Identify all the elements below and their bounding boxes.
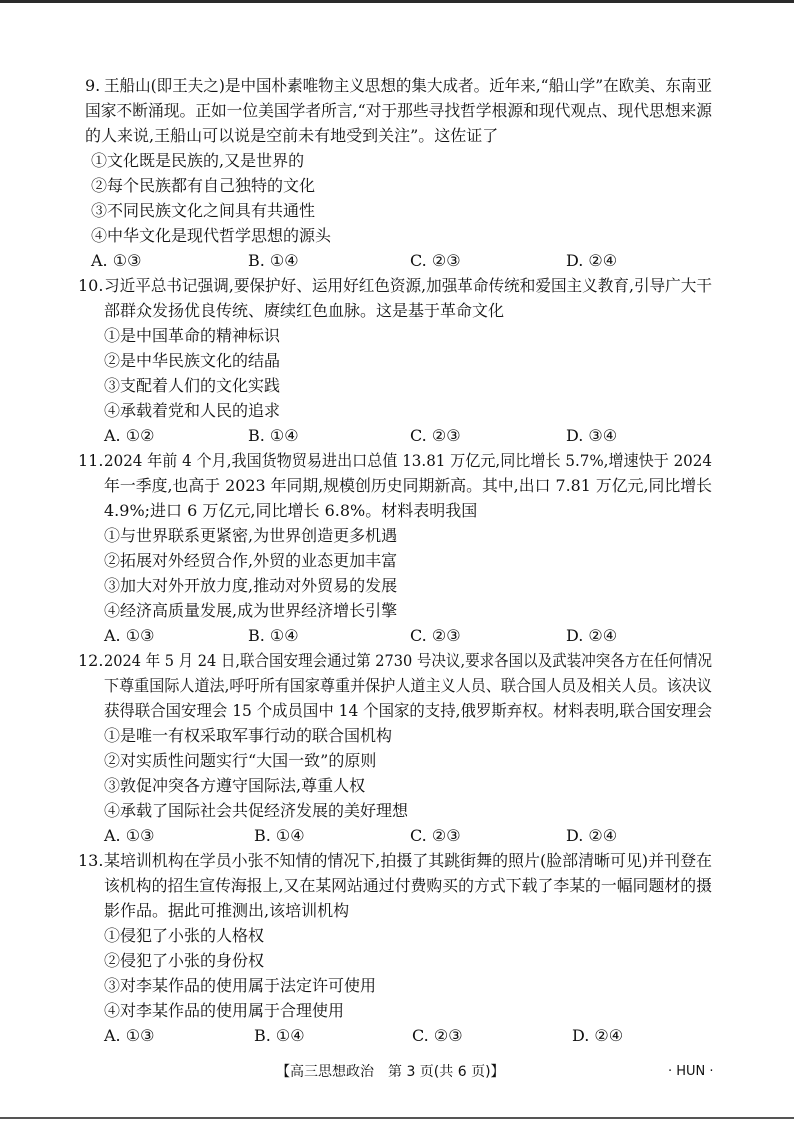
statement: ①与世界联系更紧密,为世界创造更多机遇 xyxy=(104,526,398,545)
option-a[interactable]: A. ①③ xyxy=(104,626,155,645)
option-c[interactable]: C. ②③ xyxy=(410,426,461,445)
option-d[interactable]: D. ②④ xyxy=(566,826,618,845)
option-b[interactable]: B. ①④ xyxy=(254,1026,305,1045)
question-stem-line: 的人来说,王船山可以说是空前未有地受到关注”。这佐证了 xyxy=(85,126,499,145)
question-number: 11. xyxy=(78,451,104,470)
option-c[interactable]: C. ②③ xyxy=(410,626,461,645)
statement: ④中华文化是现代哲学思想的源头 xyxy=(91,226,332,245)
statement: ③支配着人们的文化实践 xyxy=(104,376,281,395)
statement: ①文化既是民族的,又是世界的 xyxy=(91,151,305,170)
option-c[interactable]: C. ②③ xyxy=(410,826,461,845)
option-c[interactable]: C. ②③ xyxy=(410,251,461,270)
statement: ③敦促冲突各方遵守国际法,尊重人权 xyxy=(104,776,366,795)
statement: ①侵犯了小张的人格权 xyxy=(104,926,265,945)
statement: ④承载了国际社会共促经济发展的美好理想 xyxy=(104,801,409,820)
page-footer-label: 【高三思想政治 第 3 页(共 6 页)】 xyxy=(276,1064,505,1080)
option-b[interactable]: B. ①④ xyxy=(248,626,299,645)
statement: ④经济高质量发展,成为世界经济增长引擎 xyxy=(104,601,398,620)
option-d[interactable]: D. ②④ xyxy=(572,1026,624,1045)
question-stem-line: 下尊重国际人道法,呼吁所有国家尊重并保护人道主义人员、联合国人员及相关人员。该决议 xyxy=(104,676,713,695)
question-number: 10. xyxy=(78,276,104,295)
question-stem-line: 年一季度,也高于 2023 年同期,规模创历史同期新高。其中,出口 7.81 万亿元,同比增长 xyxy=(104,476,713,495)
statement: ②每个民族都有自己独特的文化 xyxy=(91,176,316,195)
option-d[interactable]: D. ②④ xyxy=(566,251,618,270)
option-b[interactable]: B. ①④ xyxy=(254,826,305,845)
question-stem-line: 2024 年前 4 个月,我国货物贸易进出口总值 13.81 万亿元,同比增长 5.7%,增速快于 2024 xyxy=(104,451,712,470)
statement: ①是唯一有权采取军事行动的联合国机构 xyxy=(104,726,393,745)
option-a[interactable]: A. ①③ xyxy=(91,251,142,270)
question-stem-line: 某培训机构在学员小张不知情的情况下,拍摄了其跳街舞的照片(脸部清晰可见)并刊登在 xyxy=(104,851,712,870)
question-number: 12. xyxy=(78,651,104,670)
option-a[interactable]: A. ①② xyxy=(104,426,155,445)
question-stem-line: 部群众发扬优良传统、赓续红色血脉。这是基于革命文化 xyxy=(104,301,505,320)
statement: ②侵犯了小张的身份权 xyxy=(104,951,265,970)
statement: ③不同民族文化之间具有共通性 xyxy=(91,201,316,220)
statement: ④承载着党和人民的追求 xyxy=(104,401,281,420)
question-stem-line: 影作品。据此可推测出,该培训机构 xyxy=(104,901,350,920)
page-footer-code: · HUN · xyxy=(668,1064,714,1079)
statement: ①是中国革命的精神标识 xyxy=(104,326,281,345)
statement: ②是中华民族文化的结晶 xyxy=(104,351,281,370)
statement: ④对李某作品的使用属于合理使用 xyxy=(104,1001,345,1020)
bottom-border-rule xyxy=(0,1117,794,1119)
question-stem-line: 4.9%;进口 6 万亿元,同比增长 6.8%。材料表明我国 xyxy=(104,501,478,520)
statement: ②拓展对外经贸合作,外贸的业态更加丰富 xyxy=(104,551,398,570)
option-a[interactable]: A. ①③ xyxy=(104,826,155,845)
question-stem-line: 2024 年 5 月 24 日,联合国安理会通过第 2730 号决议,要求各国以及武装冲突各方在任何情况 xyxy=(104,651,713,670)
question-stem-line: 王船山(即王夫之)是中国朴素唯物主义思想的集大成者。近年来,“船山学”在欧美、东南亚 xyxy=(104,76,712,95)
option-b[interactable]: B. ①④ xyxy=(248,426,299,445)
question-number: 13. xyxy=(78,851,104,870)
question-stem-line: 习近平总书记强调,要保护好、运用好红色资源,加强革命传统和爱国主义教育,引导广大干 xyxy=(104,276,712,295)
statement: ③加大对外开放力度,推动对外贸易的发展 xyxy=(104,576,398,595)
question-stem-line: 国家不断涌现。正如一位美国学者所言,“对于那些寻找哲学根源和现代观点、现代思想来源 xyxy=(85,101,713,120)
question-stem-line: 该机构的招生宣传海报上,又在某网站通过付费购买的方式下载了李某的一幅同题材的摄 xyxy=(104,876,713,895)
option-c[interactable]: C. ②③ xyxy=(412,1026,463,1045)
question-stem-line: 获得联合国安理会 15 个成员国中 14 个国家的支持,俄罗斯弃权。材料表明,联合国安理会 xyxy=(104,701,713,720)
option-a[interactable]: A. ①③ xyxy=(104,1026,155,1045)
option-b[interactable]: B. ①④ xyxy=(248,251,299,270)
statement: ②对实质性问题实行“大国一致”的原则 xyxy=(104,751,377,770)
option-d[interactable]: D. ②④ xyxy=(566,626,618,645)
option-d[interactable]: D. ③④ xyxy=(566,426,618,445)
question-number: 9. xyxy=(85,76,101,95)
statement: ③对李某作品的使用属于法定许可使用 xyxy=(104,976,377,995)
